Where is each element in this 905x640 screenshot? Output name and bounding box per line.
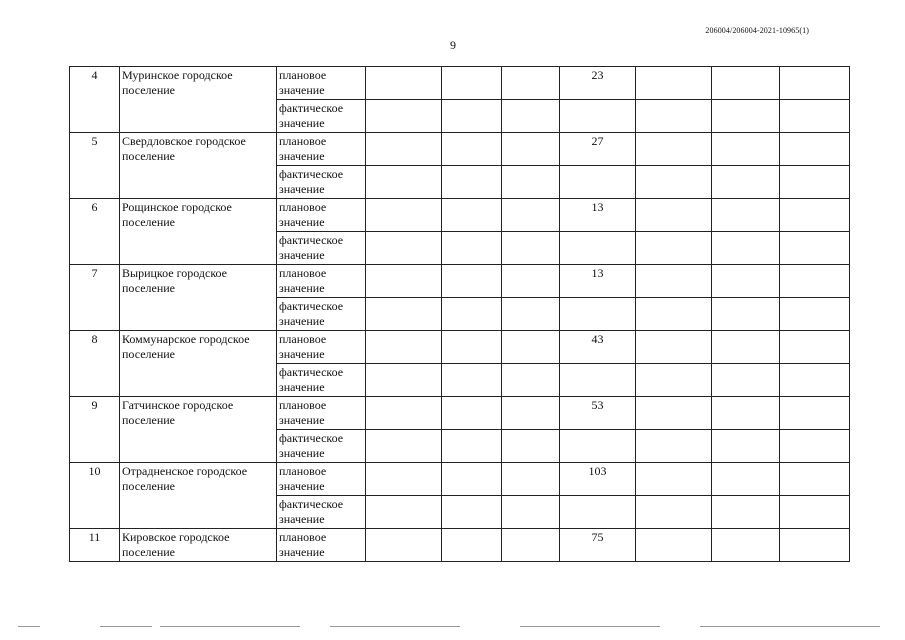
settlement-name: Коммунарское городское поселение (120, 331, 277, 397)
empty-cell (442, 232, 502, 265)
table-row (70, 133, 850, 166)
empty-cell (442, 364, 502, 397)
empty-cell (780, 331, 850, 364)
settlement-name: Рощинское городское поселение (120, 199, 277, 265)
empty-cell (502, 199, 560, 232)
empty-cell (636, 331, 712, 364)
indicators-table (69, 66, 850, 562)
empty-cell (502, 331, 560, 364)
empty-cell (442, 67, 502, 100)
empty-cell (780, 232, 850, 265)
table-row (70, 265, 850, 298)
empty-cell (502, 364, 560, 397)
empty-cell (780, 430, 850, 463)
empty-cell (502, 67, 560, 100)
empty-cell (636, 166, 712, 199)
empty-cell (560, 298, 636, 331)
empty-cell (442, 529, 502, 562)
empty-cell (780, 463, 850, 496)
empty-cell (366, 133, 442, 166)
empty-cell (502, 100, 560, 133)
empty-cell (502, 430, 560, 463)
empty-cell (712, 364, 780, 397)
empty-cell (636, 199, 712, 232)
empty-cell (712, 133, 780, 166)
empty-cell (502, 529, 560, 562)
empty-cell (366, 232, 442, 265)
settlement-name: Гатчинское городское поселение (120, 397, 277, 463)
empty-cell (560, 364, 636, 397)
empty-cell (442, 166, 502, 199)
empty-cell (366, 100, 442, 133)
plan-label: плановое значение (277, 133, 366, 166)
plan-label: плановое значение (277, 397, 366, 430)
row-number: 4 (70, 67, 120, 133)
empty-cell (780, 133, 850, 166)
settlement-name: Вырицкое городское поселение (120, 265, 277, 331)
empty-cell (502, 232, 560, 265)
empty-cell (712, 100, 780, 133)
settlement-name: Отрадненское городское поселение (120, 463, 277, 529)
empty-cell (636, 463, 712, 496)
empty-cell (366, 166, 442, 199)
empty-cell (636, 265, 712, 298)
row-number: 6 (70, 199, 120, 265)
settlement-name: Свердловское городское поселение (120, 133, 277, 199)
row-number: 9 (70, 397, 120, 463)
empty-cell (560, 166, 636, 199)
row-number: 10 (70, 463, 120, 529)
empty-cell (712, 463, 780, 496)
empty-cell (442, 397, 502, 430)
empty-cell (502, 496, 560, 529)
row-number: 5 (70, 133, 120, 199)
fact-label: фактическое значение (277, 100, 366, 133)
table-row (70, 397, 850, 430)
empty-cell (366, 67, 442, 100)
empty-cell (780, 298, 850, 331)
empty-cell (502, 166, 560, 199)
fact-label: фактическое значение (277, 232, 366, 265)
empty-cell (780, 364, 850, 397)
empty-cell (502, 463, 560, 496)
fact-label: фактическое значение (277, 496, 366, 529)
plan-value: 75 (560, 529, 636, 562)
empty-cell (636, 298, 712, 331)
empty-cell (366, 298, 442, 331)
empty-cell (712, 166, 780, 199)
plan-label: плановое значение (277, 529, 366, 562)
empty-cell (366, 199, 442, 232)
empty-cell (366, 529, 442, 562)
empty-cell (502, 265, 560, 298)
empty-cell (780, 166, 850, 199)
empty-cell (712, 430, 780, 463)
page-number: 9 (450, 38, 456, 52)
empty-cell (366, 364, 442, 397)
empty-cell (780, 265, 850, 298)
empty-cell (712, 397, 780, 430)
empty-cell (636, 397, 712, 430)
empty-cell (366, 496, 442, 529)
plan-value: 103 (560, 463, 636, 496)
empty-cell (442, 100, 502, 133)
empty-cell (780, 100, 850, 133)
empty-cell (366, 397, 442, 430)
empty-cell (442, 133, 502, 166)
plan-label: плановое значение (277, 199, 366, 232)
empty-cell (502, 298, 560, 331)
empty-cell (780, 496, 850, 529)
settlement-name: Муринское городское поселение (120, 67, 277, 133)
empty-cell (366, 463, 442, 496)
fact-label: фактическое значение (277, 364, 366, 397)
empty-cell (780, 67, 850, 100)
empty-cell (442, 298, 502, 331)
empty-cell (560, 430, 636, 463)
empty-cell (636, 133, 712, 166)
fact-label: фактическое значение (277, 166, 366, 199)
fact-label: фактическое значение (277, 298, 366, 331)
empty-cell (442, 331, 502, 364)
plan-label: плановое значение (277, 463, 366, 496)
empty-cell (636, 232, 712, 265)
empty-cell (712, 199, 780, 232)
plan-value: 27 (560, 133, 636, 166)
empty-cell (712, 529, 780, 562)
row-number: 7 (70, 265, 120, 331)
empty-cell (712, 298, 780, 331)
empty-cell (780, 529, 850, 562)
plan-label: плановое значение (277, 331, 366, 364)
plan-value: 43 (560, 331, 636, 364)
empty-cell (560, 100, 636, 133)
empty-cell (636, 496, 712, 529)
plan-value: 53 (560, 397, 636, 430)
empty-cell (442, 265, 502, 298)
empty-cell (366, 331, 442, 364)
empty-cell (502, 133, 560, 166)
plan-value: 13 (560, 265, 636, 298)
empty-cell (366, 265, 442, 298)
empty-cell (442, 430, 502, 463)
empty-cell (636, 100, 712, 133)
empty-cell (560, 232, 636, 265)
empty-cell (780, 199, 850, 232)
plan-value: 23 (560, 67, 636, 100)
settlement-name: Кировское городское поселение (120, 529, 277, 562)
empty-cell (712, 331, 780, 364)
empty-cell (712, 67, 780, 100)
plan-label: плановое значение (277, 265, 366, 298)
plan-label: плановое значение (277, 67, 366, 100)
table-row (70, 331, 850, 364)
empty-cell (442, 463, 502, 496)
empty-cell (366, 430, 442, 463)
empty-cell (712, 232, 780, 265)
table-row (70, 199, 850, 232)
empty-cell (712, 496, 780, 529)
empty-cell (636, 67, 712, 100)
row-number: 8 (70, 331, 120, 397)
empty-cell (502, 397, 560, 430)
fact-label: фактическое значение (277, 430, 366, 463)
empty-cell (780, 397, 850, 430)
empty-cell (442, 199, 502, 232)
row-number: 11 (70, 529, 120, 562)
empty-cell (560, 496, 636, 529)
empty-cell (442, 496, 502, 529)
empty-cell (636, 430, 712, 463)
empty-cell (636, 529, 712, 562)
empty-cell (712, 265, 780, 298)
plan-value: 13 (560, 199, 636, 232)
table-row (70, 67, 850, 100)
table-row (70, 529, 850, 562)
document-id: 206004/206004-2021-10965(1) (705, 26, 809, 35)
table-row (70, 463, 850, 496)
empty-cell (636, 364, 712, 397)
